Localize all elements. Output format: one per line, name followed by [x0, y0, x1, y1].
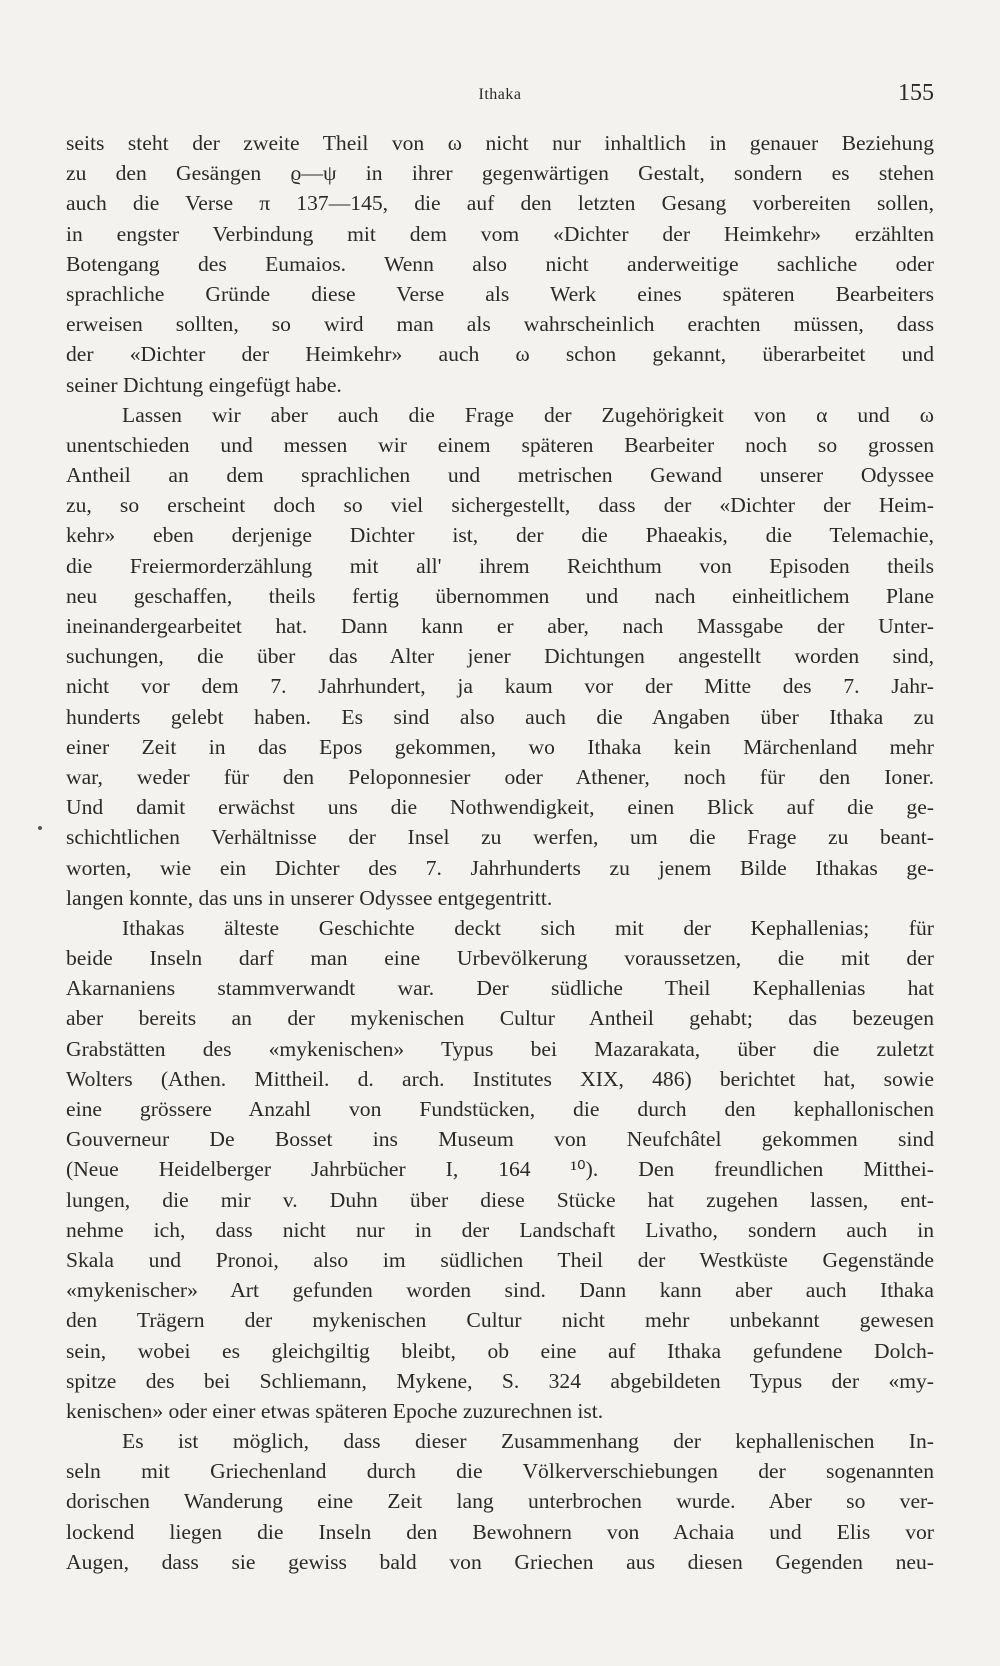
text-line: kehr» eben derjenige Dichter ist, der die Phaeakis, die Telemachie, — [66, 523, 934, 548]
text-line: seln mit Griechenland durch die Völkerverschiebungen der sogenannten — [66, 1459, 934, 1484]
text-line: ineinandergearbeitet hat. Dann kann er aber, nach Massgabe der Unter- — [66, 614, 934, 638]
stray-ink-mark — [38, 826, 42, 830]
text-line: Akarnaniens stammverwandt war. Der südliche Theil Kephallenias hat — [66, 976, 934, 1001]
text-line: die Freiermorderzählung mit all' ihrem Reichthum von Episoden theils — [66, 553, 934, 578]
text-line: lungen, die mir v. Duhn über diese Stücke hat zugehen lassen, ent- — [66, 1187, 934, 1212]
paragraph-start: Ithakas älteste Geschichte deckt sich mit der Kephallenias; für — [122, 915, 934, 940]
text-line: worten, wie ein Dichter des 7. Jahrhunderts zu jenem Bilde Ithakas ge- — [66, 855, 934, 880]
text-line: hunderts gelebt haben. Es sind also auch die Angaben über Ithaka zu — [66, 704, 934, 729]
text-line: nicht vor dem 7. Jahrhundert, ja kaum vor der Mitte des 7. Jahr- — [66, 674, 934, 699]
text-line: sprachliche Gründe diese Verse als Werk eines späteren Bearbeiters — [66, 281, 934, 306]
paragraph-start: Lassen wir aber auch die Frage der Zugehörigkeit von α und ω — [122, 402, 934, 427]
text-line: «mykenischer» Art gefunden worden sind. Dann kann aber auch Ithaka — [66, 1278, 934, 1303]
text-line: zu den Gesängen ϱ—ψ in ihrer gegenwärtigen Gestalt, sondern es stehen — [66, 161, 934, 186]
text-line: eine grössere Anzahl von Fundstücken, die durch den kephallonischen — [66, 1097, 934, 1121]
text-line: war, weder für den Peloponnesier oder Athener, noch für den Ioner. — [66, 764, 934, 789]
text-line: dorischen Wanderung eine Zeit lang unterbrochen wurde. Aber so ver- — [66, 1489, 934, 1514]
text-line: aber bereits an der mykenischen Cultur Antheil gehabt; das bezeugen — [66, 1006, 934, 1031]
text-line: Gouverneur De Bosset ins Museum von Neufchâtel gekommen sind — [66, 1127, 934, 1152]
running-title: Ithaka — [478, 86, 522, 103]
body-text — [66, 128, 934, 1577]
text-line: Wolters (Athen. Mittheil. d. arch. Institutes XIX, 486) berichtet hat, sowie — [66, 1066, 934, 1091]
text-line: Und damit erwächst uns die Nothwendigkeit, einen Blick auf die ge- — [66, 795, 934, 820]
text-line: sein, wobei es gleichgiltig bleibt, ob eine auf Ithaka gefundene Dolch- — [66, 1338, 934, 1363]
text-line: einer Zeit in das Epos gekommen, wo Ithaka kein Märchenland mehr — [66, 734, 934, 759]
text-line: zu, so erscheint doch so viel sichergestellt, dass der «Dichter der Heim- — [66, 493, 934, 518]
text-line: Skala und Pronoi, also im südlichen Theil der Westküste Gegenstände — [66, 1247, 934, 1272]
running-head — [66, 80, 934, 110]
text-line: beide Inseln darf man eine Urbevölkerung voraussetzen, die mit der — [66, 946, 934, 971]
text-line: in engster Verbindung mit dem vom «Dichter der Heimkehr» erzählten — [66, 221, 934, 246]
text-line: suchungen, die über das Alter jener Dichtungen angestellt worden sind, — [66, 644, 934, 669]
text-line: Grabstätten des «mykenischen» Typus bei Mazarakata, über die zuletzt — [66, 1036, 934, 1061]
text-line: Augen, dass sie gewiss bald von Griechen aus diesen Gegenden neu- — [66, 1549, 934, 1574]
text-line: nehme ich, dass nicht nur in der Landschaft Livatho, sondern auch in — [66, 1217, 934, 1242]
text-line: erweisen sollten, so wird man als wahrscheinlich erachten müssen, dass — [66, 312, 934, 337]
text-line: (Neue Heidelberger Jahrbücher I, 164 ¹⁰). Den freundlichen Mitthei- — [66, 1157, 934, 1182]
text-line: seits steht der zweite Theil von ω nicht nur inhaltlich in genauer Beziehung — [66, 131, 934, 155]
text-line: auch die Verse π 137—145, die auf den letzten Gesang vorbereiten sollen, — [66, 191, 934, 216]
paragraph-start: Es ist möglich, dass dieser Zusammenhang der kephallenischen In- — [122, 1429, 934, 1454]
text-line: neu geschaffen, theils fertig übernommen und nach einheitlichem Plane — [66, 583, 934, 608]
text-line: Antheil an dem sprachlichen und metrischen Gewand unserer Odyssee — [66, 463, 934, 488]
text-line: lockend liegen die Inseln den Bewohnern von Achaia und Elis vor — [66, 1519, 934, 1544]
page-number: 155 — [898, 80, 934, 106]
text-line: den Trägern der mykenischen Cultur nicht mehr unbekannt gewesen — [66, 1308, 934, 1333]
text-line: Botengang des Eumaios. Wenn also nicht anderweitige sachliche oder — [66, 251, 934, 276]
text-line: spitze des bei Schliemann, Mykene, S. 324 abgebildeten Typus der «my- — [66, 1368, 934, 1393]
text-line: unentschieden und messen wir einem späteren Bearbeiter noch so grossen — [66, 432, 934, 457]
text-line: seiner Dichtung eingefügt habe. — [66, 372, 342, 397]
text-line: der «Dichter der Heimkehr» auch ω schon gekannt, überarbeitet und — [66, 342, 934, 367]
text-line: schichtlichen Verhältnisse der Insel zu werfen, um die Frage zu beant- — [66, 825, 934, 850]
text-line: langen konnte, das uns in unserer Odyssee entgegentritt. — [66, 885, 553, 910]
text-line: kenischen» oder einer etwas späteren Epoche zuzurechnen ist. — [66, 1398, 604, 1423]
